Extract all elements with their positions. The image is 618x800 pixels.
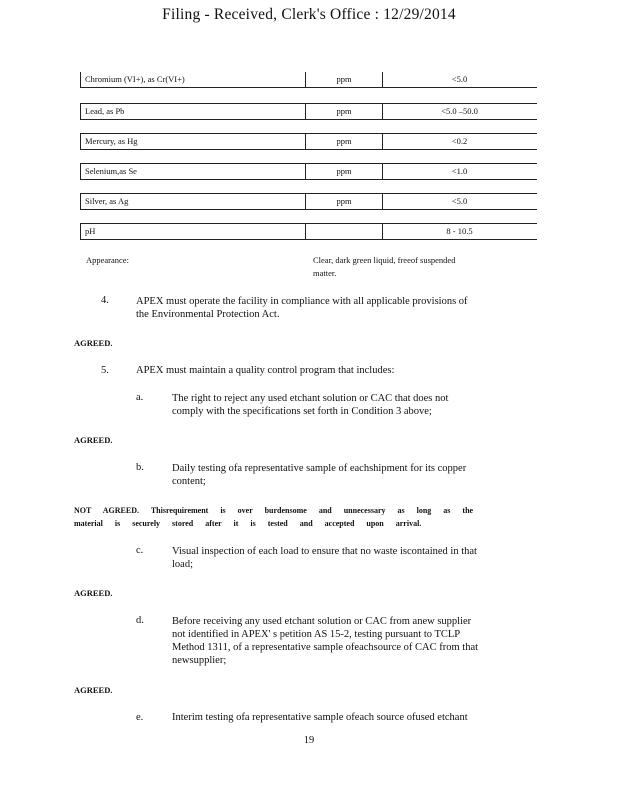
- agreed-label: AGREED.: [74, 435, 113, 445]
- sub-item-letter: a.: [136, 392, 144, 403]
- item-5-line1: APEX must maintain a quality control program that includes:: [136, 365, 395, 376]
- sub-item-d-line3: Method 1311, of a representative sample ofeachsource of CAC from that: [172, 642, 479, 653]
- sub-item-a-line1: The right to reject any used etchant solution or CAC that does not: [172, 393, 449, 404]
- sub-item-c-line2: load;: [172, 559, 193, 570]
- sub-item-b-line1: Daily testing ofa representative sample of eachshipment for its copper: [172, 463, 467, 474]
- parameter-name: Chromium (VI+), as Cr(VI+): [80, 72, 306, 87]
- not-agreed-line2: material is securely stored after it is tested and accepted upon arrival.: [74, 519, 422, 528]
- parameter-name: Mercury, as Hg: [80, 134, 306, 149]
- item-4-line2: the Environmental Protection Act.: [136, 309, 280, 320]
- page-number: 19: [303, 735, 315, 746]
- parameter-unit: ppm: [306, 134, 383, 149]
- parameter-unit: [306, 224, 383, 239]
- table-row: [80, 193, 537, 210]
- parameter-unit: ppm: [306, 194, 383, 209]
- table-row: [80, 223, 537, 240]
- sub-item-d-text: [172, 615, 478, 667]
- parameter-unit: ppm: [306, 164, 383, 179]
- sub-item-letter: c.: [136, 545, 144, 556]
- parameter-name: Silver, as Ag: [80, 194, 306, 209]
- not-agreed-line1: NOT AGREED. Thisrequirement is over burdensome and unnecessary as long as the: [74, 506, 474, 515]
- table-row: [80, 133, 537, 150]
- table-row: [80, 103, 537, 120]
- parameter-limit: <5.0: [451, 74, 468, 84]
- filing-header: Filing - Received, Clerk's Office : 12/29/2014: [162, 6, 456, 23]
- parameter-limit: 8 - 10.5: [446, 226, 473, 236]
- appearance-value-line1: Clear, dark green liquid, freeof suspended: [313, 255, 456, 265]
- item-number: 4.: [101, 295, 109, 306]
- sub-item-d-line1: Before receiving any used etchant solution or CAC from anew supplier: [172, 616, 472, 627]
- sub-item-a-line2: comply with the specifications set forth in Condition 3 above;: [172, 406, 432, 417]
- agreed-label: AGREED.: [74, 588, 113, 598]
- sub-item-e-line1: Interim testing ofa representative sample ofeach source ofused etchant: [172, 712, 468, 723]
- parameter-limit: <5.0: [451, 196, 468, 206]
- appearance-value-line2: matter.: [313, 268, 337, 278]
- sub-item-d-line2: not identified in APEX' s petition AS 15-2, testing pursuant to TCLP: [172, 629, 461, 640]
- sub-item-letter: e.: [136, 712, 144, 723]
- sub-item-c-text: [172, 545, 477, 571]
- parameter-name: Lead, as Pb: [80, 104, 306, 119]
- parameter-unit: ppm: [306, 104, 383, 119]
- item-4-text: [136, 295, 468, 321]
- parameter-limit: <1.0: [451, 166, 468, 176]
- parameter-unit: ppm: [306, 72, 383, 87]
- sub-item-b-text: [172, 462, 466, 488]
- agreed-label: AGREED.: [74, 338, 113, 348]
- sub-item-letter: b.: [136, 462, 144, 473]
- item-number: 5.: [101, 365, 109, 376]
- sub-item-d-line4: newsupplier;: [172, 655, 227, 666]
- sub-item-b-line2: content;: [172, 476, 206, 487]
- agreed-label: AGREED.: [74, 685, 113, 695]
- table-row: [80, 72, 537, 88]
- parameter-name: pH: [80, 224, 306, 239]
- sub-item-c-line1: Visual inspection of each load to ensure that no waste iscontained in that: [172, 546, 477, 557]
- appearance-label: Appearance:: [86, 255, 129, 265]
- parameter-name: Selenium,as Se: [80, 164, 306, 179]
- sub-item-letter: d.: [136, 615, 144, 626]
- parameter-limit: <5.0 –50.0: [441, 106, 478, 116]
- parameter-limit: <0.2: [451, 136, 468, 146]
- item-4-line1: APEX must operate the facility in compliance with all applicable provisions of: [136, 296, 468, 307]
- sub-item-a-text: [172, 392, 448, 418]
- table-row: [80, 163, 537, 180]
